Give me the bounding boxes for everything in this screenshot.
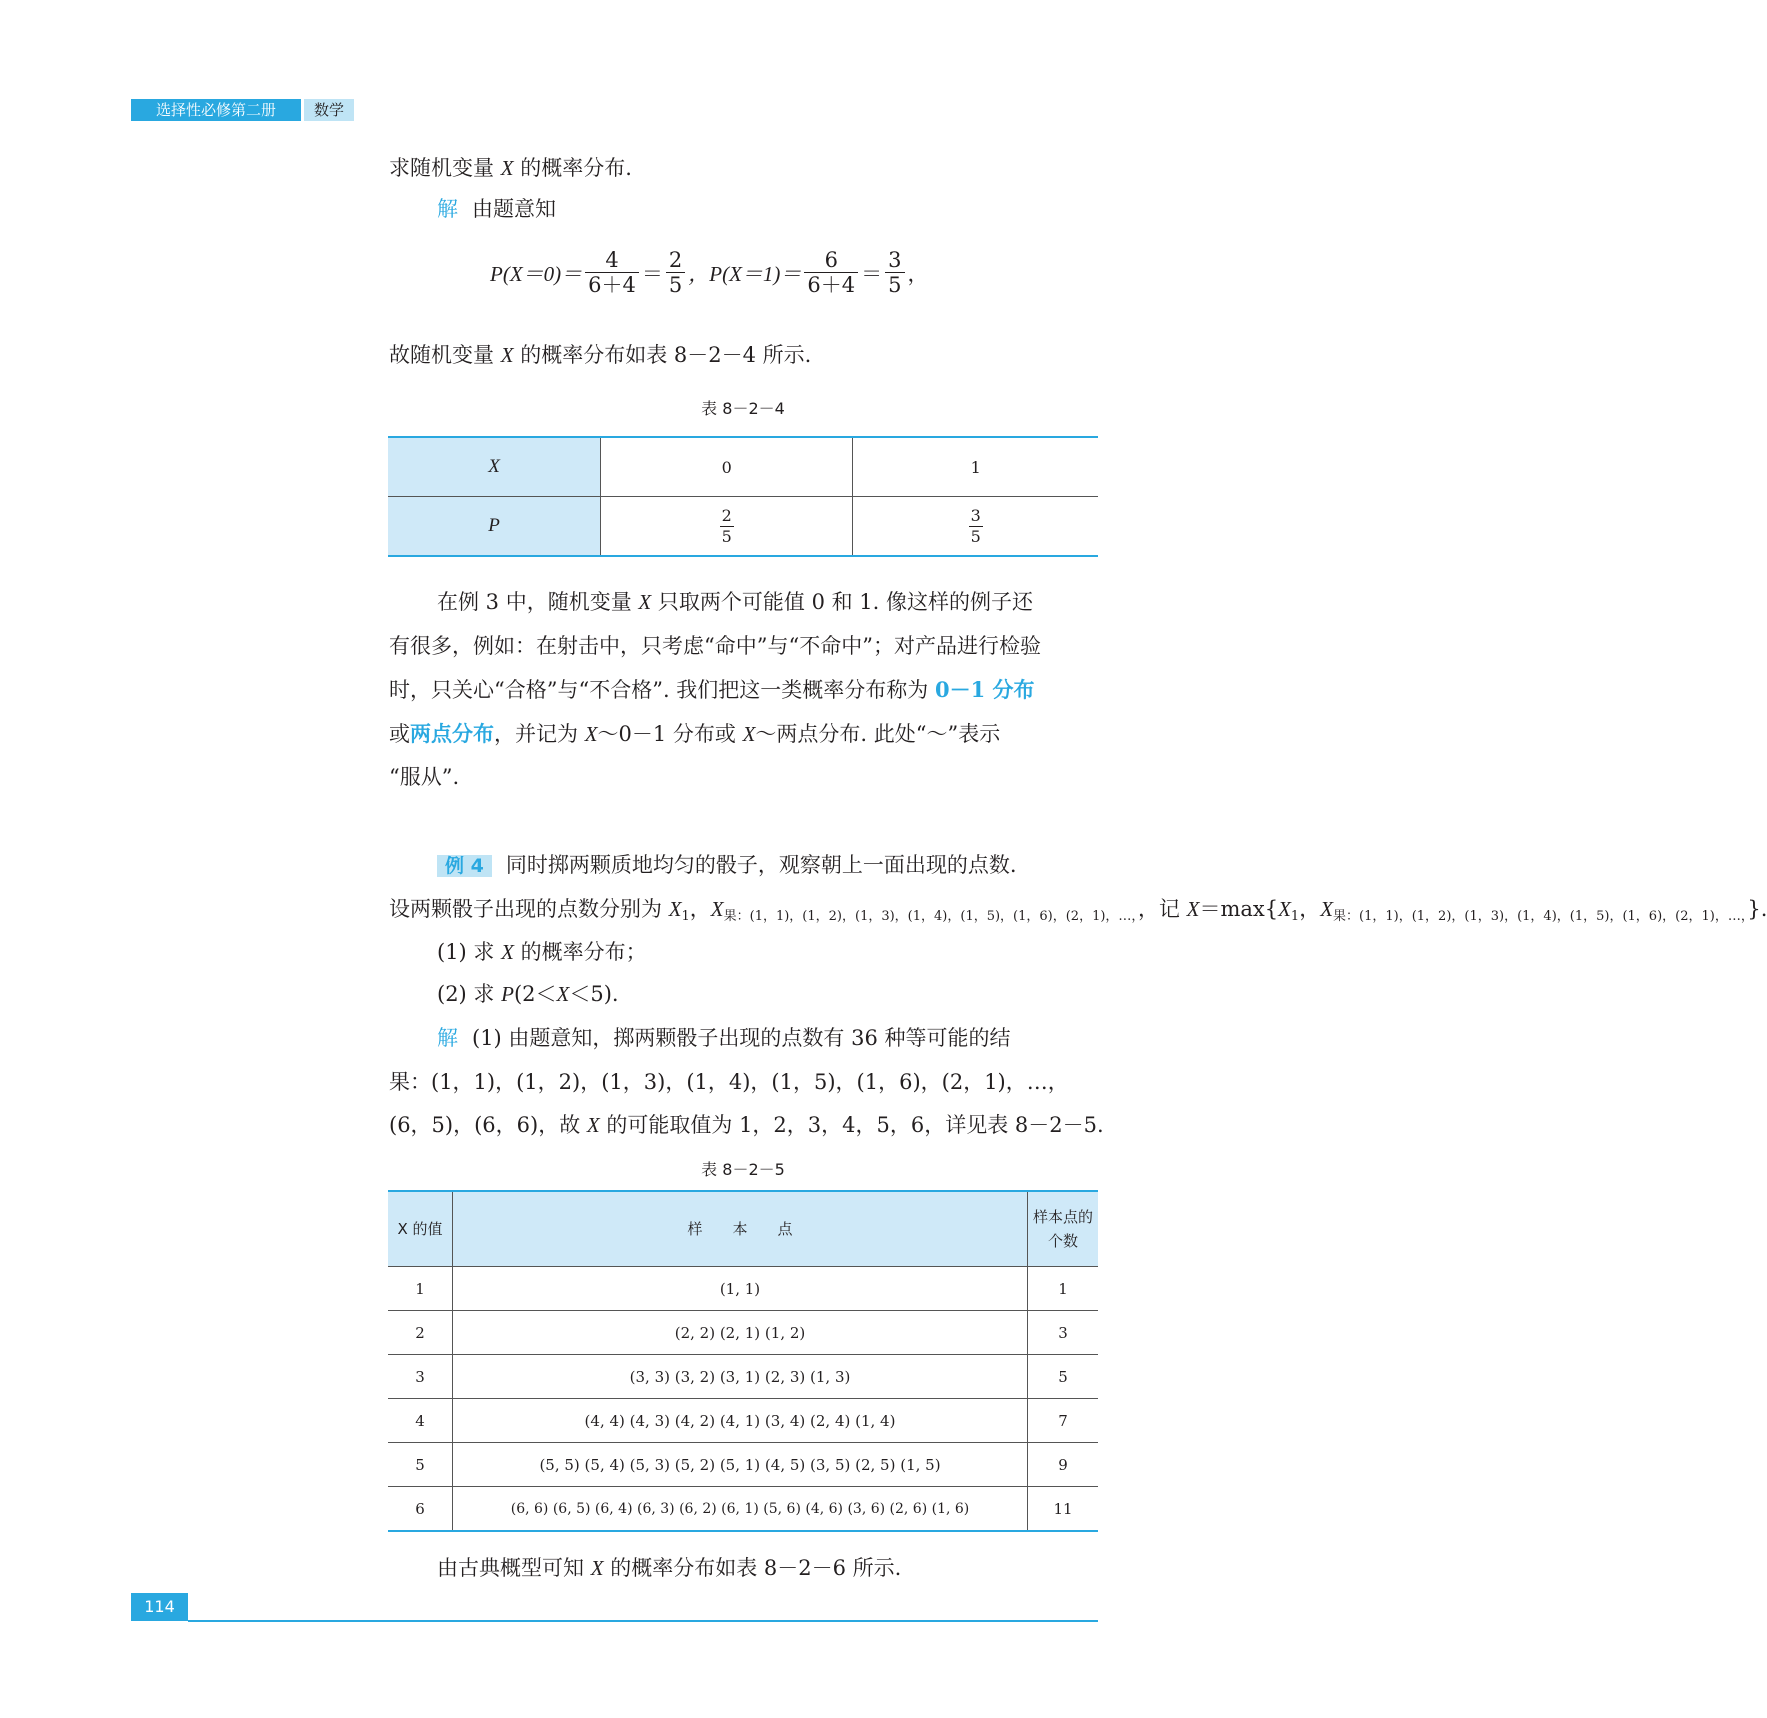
cell-x: 2 — [388, 1311, 453, 1355]
solution-line: (6，5)，(6，6)，故 X 的可能取值为 1，2，3，4，5，6，详见表 8－2－5. — [389, 1113, 1104, 1137]
cell-x: 6 — [388, 1487, 453, 1532]
header-sample-count: 样本点的个数 — [1028, 1191, 1099, 1267]
cell-x: 3 — [388, 1355, 453, 1399]
table-reference-line: 故随机变量 X 的概率分布如表 8－2－4 所示. — [389, 343, 812, 367]
paragraph-line: 有很多，例如：在射击中，只考虑“命中”与“不命中”；对产品进行检验 — [389, 634, 1041, 658]
cell-samples: (3, 3) (3, 2) (3, 1) (2, 3) (1, 3) — [453, 1355, 1028, 1399]
table-row — [388, 1355, 1098, 1399]
cell-x: 4 — [388, 1399, 453, 1443]
solution-intro: 解 由题意知 — [437, 197, 556, 221]
table-row — [388, 1487, 1098, 1532]
table-row — [388, 1399, 1098, 1443]
cell-count: 3 — [1028, 1311, 1099, 1355]
cell-samples: (4, 4) (4, 3) (4, 2) (4, 1) (3, 4) (2, 4) (1, 4) — [453, 1399, 1028, 1443]
probability-formula: P(X＝0)＝ $\frac{4}{6+4}$ ＝ $\frac{2}{5}$ ，P(X＝1)＝ $\frac{6}{6+4}$ ＝ $\frac{3}{5}$ ， — [490, 248, 929, 297]
table-b-caption: 表 8－2－5 — [701, 1160, 785, 1179]
cell-samples: (1, 1) — [453, 1267, 1028, 1311]
cell-samples: (5, 5) (5, 4) (5, 3) (5, 2) (5, 1) (4, 5) (3, 5) (2, 5) (1, 5) — [453, 1443, 1028, 1487]
cell-count: 9 — [1028, 1443, 1099, 1487]
cell-x: 5 — [388, 1443, 453, 1487]
example-line: 设两颗骰子出现的点数分别为 $X_1$，$X_{果:(1,1),(1,2),(1,3),(1,4),(1,5),(1,6),(2,1),\dots,}$，记 $X=\max\{X_1$，$X_{果:(1,1),(1,2),(1,3),(1,4),(1,5),(1,6),(2,1),\dots,}$}. — [389, 897, 1767, 924]
question-1: (1) 求 X 的概率分布； — [437, 940, 647, 964]
footer-rule — [188, 1620, 1098, 1622]
cell-samples: (2, 2) (2, 1) (1, 2) — [453, 1311, 1028, 1355]
x-value-0: 0 — [601, 437, 853, 497]
page-number: 114 — [131, 1593, 188, 1621]
term-0-1-distribution: 0－1 分布 — [934, 677, 1035, 702]
header-series: 选择性必修第二册 — [131, 99, 301, 121]
x-value-1: 1 — [853, 437, 1098, 497]
table-a-caption: 表 8－2－4 — [701, 399, 785, 418]
header-sample-points: 样 本 点 — [453, 1191, 1028, 1267]
header-subject: 数学 — [304, 99, 354, 121]
running-header — [131, 99, 354, 121]
table-row — [388, 1443, 1098, 1487]
p-value-0: $\frac{2}{5}$ — [601, 497, 853, 557]
term-two-point-distribution: 两点分布 — [410, 721, 494, 746]
solution-label: 解 — [437, 1026, 458, 1050]
cell-count: 1 — [1028, 1267, 1099, 1311]
table-header-row — [388, 1191, 1098, 1267]
example-badge: 例 4 — [437, 855, 492, 877]
sample-points-table-8-2-5 — [388, 1190, 1098, 1532]
table-row — [388, 437, 1098, 497]
paragraph-line: 时，只关心“合格”与“不合格”. 我们把这一类概率分布称为 0－1 分布 — [389, 677, 1035, 702]
paragraph-line: 或两点分布，并记为 X～0－1 分布或 X～两点分布. 此处“～”表示 — [389, 721, 1001, 746]
cell-x: 1 — [388, 1267, 453, 1311]
solution-label: 解 — [437, 197, 458, 221]
cell-samples: (6, 6) (6, 5) (6, 4) (6, 3) (6, 2) (6, 1) (5, 6) (4, 6) (3, 6) (2, 6) (1, 6) — [453, 1487, 1028, 1532]
cell-count: 7 — [1028, 1399, 1099, 1443]
example-title-line: 例 4 同时掷两颗质地均匀的骰子，观察朝上一面出现的点数. — [437, 850, 1017, 881]
question-line: 求随机变量 X 的概率分布. — [389, 156, 632, 180]
header-x-value: X 的值 — [388, 1191, 453, 1267]
distribution-table-8-2-4 — [388, 436, 1098, 557]
cell-count: 11 — [1028, 1487, 1099, 1532]
table-row — [388, 497, 1098, 557]
p-value-1: $\frac{3}{5}$ — [853, 497, 1098, 557]
paragraph-line: 在例 3 中，随机变量 X 只取两个可能值 0 和 1. 像这样的例子还 — [437, 590, 1033, 614]
cell-count: 5 — [1028, 1355, 1099, 1399]
solution-line: 果：(1，1)，(1，2)，(1，3)，(1，4)，(1，5)，(1，6)，(2，1)，…， — [389, 1070, 1069, 1094]
table-row — [388, 1311, 1098, 1355]
row-header-x: X — [388, 437, 601, 497]
row-header-p: P — [388, 497, 601, 557]
paragraph-line: “服从”. — [389, 765, 460, 789]
question-2: (2) 求 P(2＜X＜5). — [437, 982, 619, 1006]
table-row — [388, 1267, 1098, 1311]
closing-line: 由古典概型可知 X 的概率分布如表 8－2－6 所示. — [437, 1556, 902, 1580]
solution-line: 解 (1) 由题意知，掷两颗骰子出现的点数有 36 种等可能的结 — [437, 1026, 1011, 1050]
